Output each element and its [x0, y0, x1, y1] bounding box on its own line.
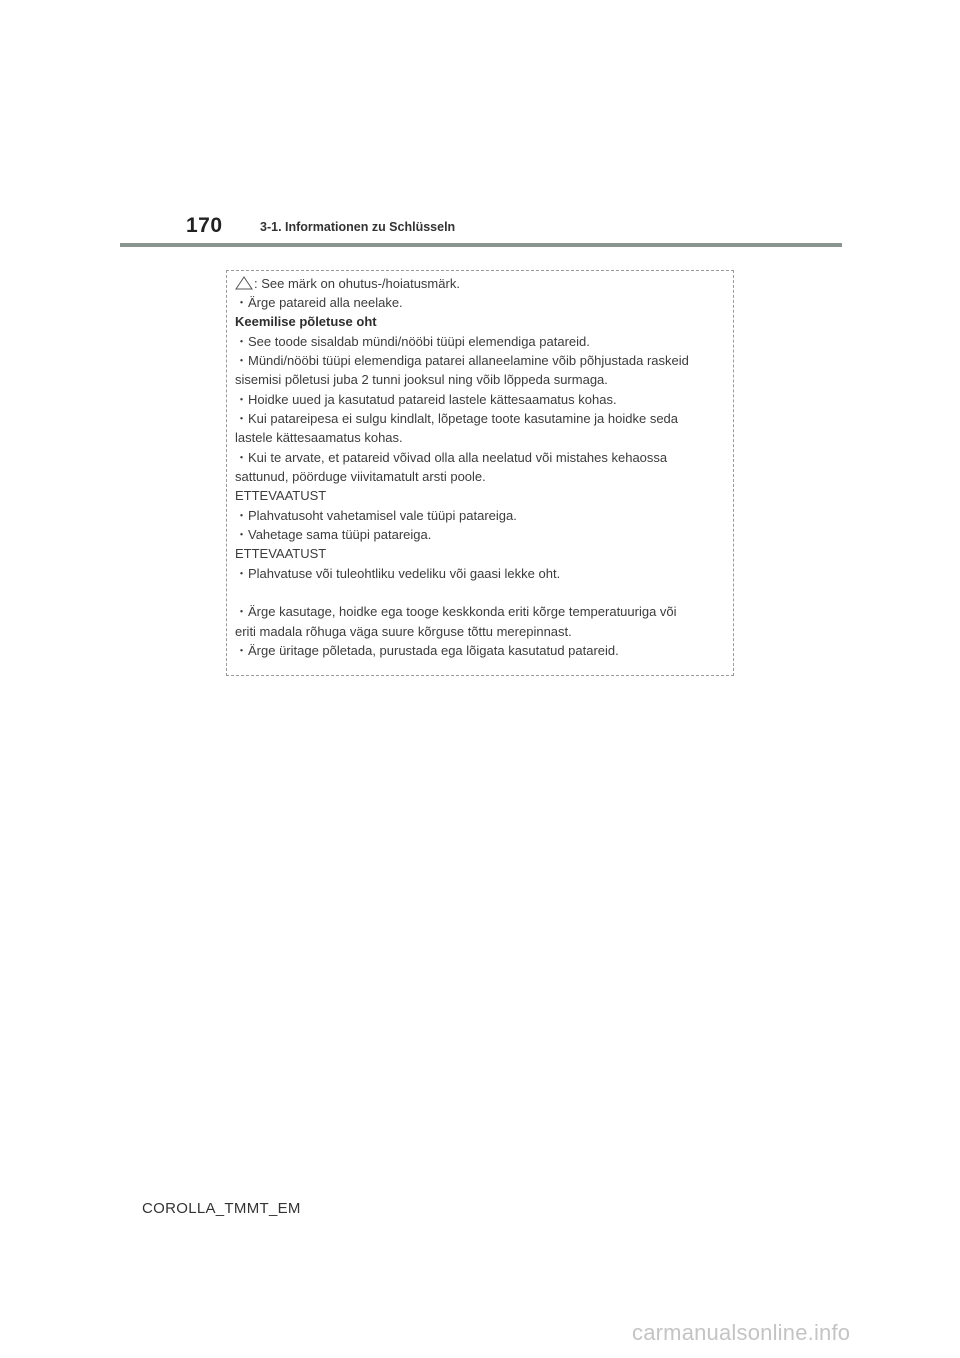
notice-line: ・Hoidke uued ja kasutatud patareid lastele kättesaamatus kohas.: [235, 392, 617, 407]
header-rule: [120, 243, 842, 247]
notice-line: sattunud, pöörduge viivitamatult arsti poole.: [235, 469, 486, 484]
footer-document-code: COROLLA_TMMT_EM: [142, 1200, 301, 1217]
notice-line-warning-symbol: [235, 276, 460, 292]
notice-line: lastele kättesaamatus kohas.: [235, 430, 403, 445]
notice-line-text: : See märk on ohutus-/hoiatusmärk.: [254, 276, 460, 291]
notice-heading-caution: ETTEVAATUST: [235, 546, 327, 561]
notice-line: ・Kui te arvate, et patareid võivad olla alla neelatud või mistahes kehaossa: [235, 450, 668, 465]
page-number: 170: [186, 214, 223, 237]
notice-line: ・Ärge kasutage, hoidke ega tooge keskkonda eriti kõrge temperatuuriga või: [235, 604, 677, 619]
notice-heading-caution: ETTEVAATUST: [235, 488, 327, 503]
notice-line: ・See toode sisaldab mündi/nööbi tüüpi elemendiga patareid.: [235, 334, 590, 349]
watermark: carmanualsonline.info: [632, 1320, 851, 1345]
notice-line: ・Ärge patareid alla neelake.: [235, 295, 403, 310]
notice-line: ・Vahetage sama tüüpi patareiga.: [235, 527, 432, 542]
section-title: 3-1. Informationen zu Schlüsseln: [260, 220, 456, 234]
notice-heading-chemical-burn: Keemilise põletuse oht: [235, 314, 377, 329]
notice-line: ・Kui patareipesa ei sulgu kindlalt, lõpetage toote kasutamine ja hoidke seda: [235, 411, 679, 426]
notice-line: ・Mündi/nööbi tüüpi elemendiga patarei allaneelamine võib põhjustada raskeid: [235, 353, 689, 368]
notice-line: ・Ärge üritage põletada, purustada ega lõigata kasutatud patareid.: [235, 643, 619, 658]
warning-triangle-icon: [235, 276, 253, 290]
notice-line: eriti madala rõhuga väga suure kõrguse tõttu merepinnast.: [235, 624, 572, 639]
notice-line: sisemisi põletusi juba 2 tunni jooksul ning võib lõppeda surmaga.: [235, 372, 608, 387]
notice-line: ・Plahvatuse või tuleohtliku vedeliku või gaasi lekke oht.: [235, 566, 561, 581]
notice-line: ・Plahvatusoht vahetamisel vale tüüpi patareiga.: [235, 508, 517, 523]
